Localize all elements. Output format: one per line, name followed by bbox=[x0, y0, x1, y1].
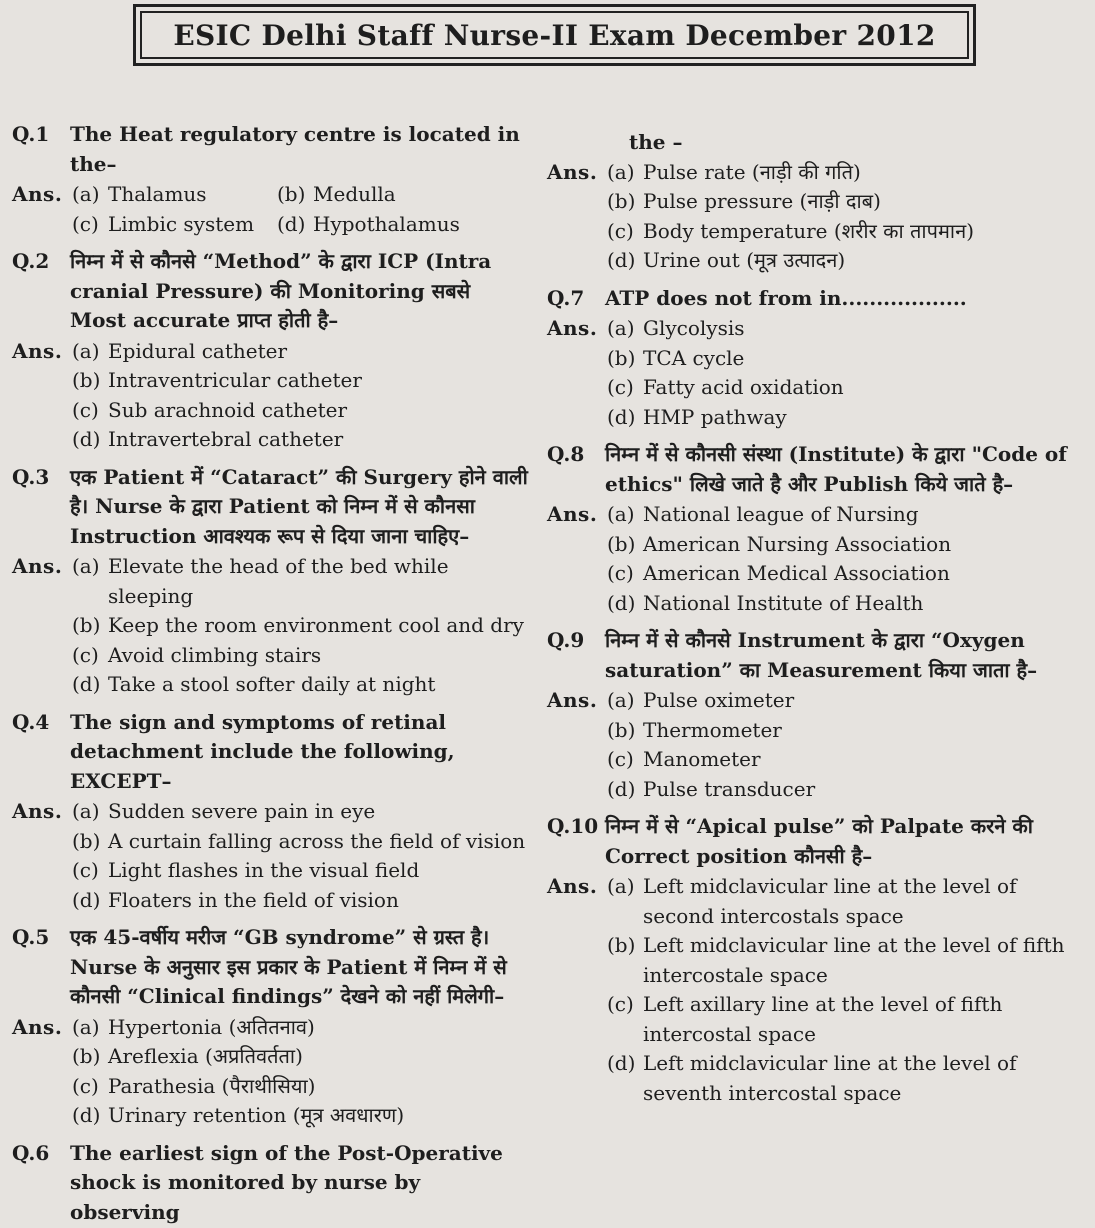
left-column bbox=[12, 120, 532, 1228]
question-2 bbox=[12, 247, 532, 455]
option-b: (b) TCA cycle bbox=[607, 345, 745, 370]
answer-label: Ans. bbox=[547, 316, 598, 340]
question-text: The earliest sign of the Post-Operative shock is monitored by nurse by observing bbox=[70, 1140, 503, 1224]
answer-label: Ans. bbox=[12, 554, 63, 578]
question-10 bbox=[547, 812, 1082, 1108]
option-d: (d) Urine out (मूत्र उत्पादन) bbox=[607, 248, 846, 272]
option-c: (c) Avoid climbing stairs bbox=[72, 642, 322, 667]
option-c: (c) American Medical Association bbox=[607, 561, 950, 585]
answer-label: Ans. bbox=[12, 338, 63, 363]
question-text: एक Patient में “Cataract” की Surgery होने वाली है। Nurse के द्वारा Patient को निम्न में से कौनसा Instruction आवश्यक रूप से दिया जाना चाहिए– bbox=[70, 464, 528, 548]
option-b: (b) American Nursing Association bbox=[607, 531, 952, 556]
question-number: Q.8 bbox=[547, 442, 585, 466]
option-a: (a) Left midclavicular line at the level of second intercostals space bbox=[607, 874, 1017, 928]
question-number: Q.7 bbox=[547, 285, 585, 310]
question-number: Q.5 bbox=[12, 925, 50, 949]
question-text: The Heat regulatory centre is located in the– bbox=[70, 122, 520, 176]
option-c: (c) Fatty acid oxidation bbox=[607, 375, 844, 399]
option-d: (d) National Institute of Health bbox=[607, 590, 924, 615]
answer-label: Ans. bbox=[547, 502, 598, 526]
option-d: (d) Pulse transducer bbox=[607, 776, 816, 801]
option-b: (b) Thermometer bbox=[607, 717, 782, 742]
question-5 bbox=[12, 923, 532, 1131]
option-d: (d) Intravertebral catheter bbox=[72, 427, 344, 451]
option-c: (c) Body temperature (शरीर का तापमान) bbox=[607, 218, 975, 243]
option-c: (c) Parathesia (पैराथीसिया) bbox=[72, 1073, 316, 1098]
option-d: (d) Hypothalamus bbox=[277, 211, 460, 236]
option-d: (d) HMP pathway bbox=[607, 404, 787, 429]
option-a: (a) Pulse oximeter bbox=[607, 688, 795, 712]
option-a: (a) Sudden severe pain in eye bbox=[72, 799, 376, 823]
question-number: Q.10 bbox=[547, 814, 599, 838]
question-text: एक 45-वर्षीय मरीज “GB syndrome” से ग्रस्त है। Nurse के अनुसार इस प्रकार के Patient में निम्न में से कौनसी “Clinical findings” देखने को नहीं मिलेगी– bbox=[70, 925, 507, 1008]
question-6 bbox=[12, 1139, 532, 1228]
question-number: Q.2 bbox=[12, 249, 50, 273]
option-a: (a) Elevate the head of the bed while sleeping bbox=[72, 554, 449, 608]
question-7 bbox=[547, 284, 1082, 433]
question-number: Q.6 bbox=[12, 1140, 50, 1165]
option-b: (b) A curtain falling across the field of vision bbox=[72, 828, 526, 853]
option-c: (c) Manometer bbox=[607, 747, 761, 771]
answer-label: Ans. bbox=[12, 1014, 63, 1039]
question-text: ATP does not from in.................. bbox=[605, 285, 967, 310]
question-8 bbox=[547, 440, 1082, 618]
question-number: Q.4 bbox=[12, 709, 50, 734]
question-number: Q.3 bbox=[12, 464, 50, 489]
option-b: (b) Keep the room environment cool and dry bbox=[72, 613, 524, 637]
option-b: (b) Medulla bbox=[277, 182, 396, 206]
question-number: Q.1 bbox=[12, 122, 50, 146]
answer-label: Ans. bbox=[12, 182, 63, 206]
option-a: (a) Pulse rate (नाड़ी की गति) bbox=[607, 159, 861, 184]
option-c: (c) Limbic system bbox=[72, 211, 255, 236]
question-3 bbox=[12, 463, 532, 700]
question-1 bbox=[12, 120, 532, 239]
option-b: (b) Intraventricular catheter bbox=[72, 368, 362, 392]
option-d: (d) Take a stool softer daily at night bbox=[72, 672, 436, 696]
option-c: (c) Sub arachnoid catheter bbox=[72, 397, 348, 422]
option-a: (a) Glycolysis bbox=[607, 316, 745, 340]
option-b: (b) Pulse pressure (नाड़ी दाब) bbox=[607, 189, 881, 213]
question-4 bbox=[12, 708, 532, 916]
answer-label: Ans. bbox=[547, 159, 598, 184]
option-a: (a) Epidural catheter bbox=[72, 338, 288, 363]
page-title: ESIC Delhi Staff Nurse-II Exam December 2012 bbox=[140, 11, 969, 59]
question-text-continued: the – bbox=[629, 130, 683, 154]
option-b: (b) Left midclavicular line at the level of fifth intercostale space bbox=[607, 933, 1065, 987]
option-d: (d) Left midclavicular line at the level of seventh intercostal space bbox=[607, 1051, 1017, 1105]
option-c: (c) Light flashes in the visual field bbox=[72, 858, 420, 882]
option-a: (a) Hypertonia (अतितनाव) bbox=[72, 1014, 315, 1039]
answer-label: Ans. bbox=[12, 799, 63, 823]
question-text: निम्न में से कौनसे “Method” के द्वारा ICP (Intra cranial Pressure) की Monitoring सबसे Most accurate प्राप्त होती है– bbox=[70, 249, 492, 332]
title-frame bbox=[133, 4, 976, 66]
option-c: (c) Left axillary line at the level of fifth intercostal space bbox=[607, 992, 1003, 1046]
answer-label: Ans. bbox=[547, 874, 598, 898]
question-number: Q.9 bbox=[547, 628, 585, 652]
option-a: (a) National league of Nursing bbox=[607, 502, 919, 526]
option-a: (a) Thalamus bbox=[72, 182, 207, 206]
question-9 bbox=[547, 626, 1082, 804]
option-b: (b) Areflexia (अप्रतिवर्तता) bbox=[72, 1044, 303, 1068]
right-column bbox=[547, 128, 1082, 1108]
answer-label: Ans. bbox=[547, 688, 598, 712]
question-text: निम्न में से कौनसी संस्था (Institute) के द्वारा "Code of ethics" लिखे जाते है और Publish किये जाते है– bbox=[605, 442, 1067, 496]
question-text: निम्न में से “Apical pulse” को Palpate करने की Correct position कौनसी है– bbox=[605, 814, 1033, 868]
question-6-continued bbox=[547, 128, 1082, 276]
question-text: The sign and symptoms of retinal detachment include the following, EXCEPT– bbox=[70, 709, 455, 793]
question-text: निम्न में से कौनसे Instrument के द्वारा “Oxygen saturation” का Measurement किया जाता है– bbox=[605, 628, 1038, 682]
option-d: (d) Floaters in the field of vision bbox=[72, 887, 399, 912]
option-d: (d) Urinary retention (मूत्र अवधारण) bbox=[72, 1103, 405, 1127]
